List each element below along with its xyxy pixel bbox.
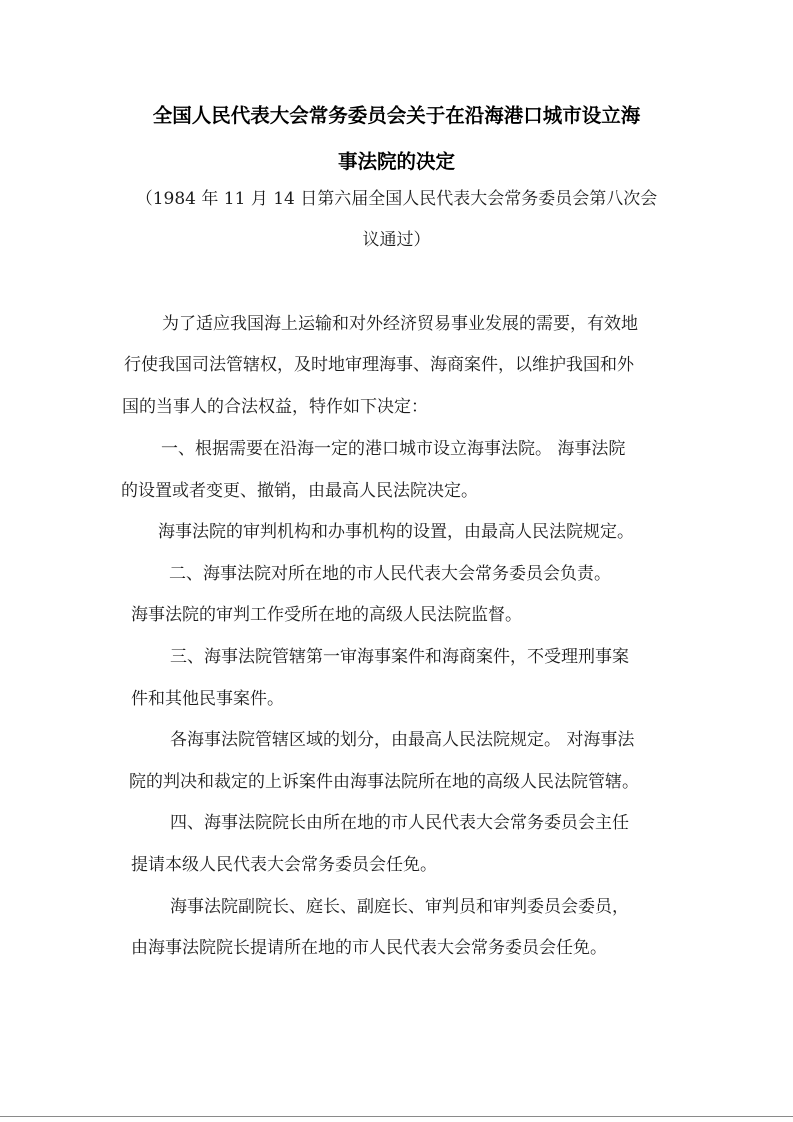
document-title-line-1: 全国人民代表大会常务委员会关于在沿海港口城市设立海 — [152, 104, 641, 127]
body-line: 提请本级人民代表大会常务委员会任免。 — [131, 855, 437, 875]
document-subtitle-line-1: （1984 年 11 月 14 日第六届全国人民代表大会常务委员会第八次会 — [135, 189, 658, 209]
body-line: 海事法院的审判工作受所在地的高级人民法院监督。 — [131, 605, 522, 625]
body-line: 国的当事人的合法权益，特作如下决定： — [122, 397, 428, 417]
body-line: 一、根据需要在沿海一定的港口城市设立海事法院。 海事法院 — [161, 439, 626, 459]
document-title-line-2: 事法院的决定 — [337, 150, 455, 173]
page-bottom-rule — [0, 1116, 793, 1117]
body-line: 海事法院的审判机构和办事机构的设置，由最高人民法院规定。 — [158, 522, 634, 542]
body-line: 件和其他民事案件。 — [131, 689, 284, 709]
document-subtitle-line-2: 议通过） — [362, 230, 431, 250]
body-line: 二、海事法院对所在地的市人民代表大会常务委员会负责。 — [169, 564, 611, 584]
body-line: 三、海事法院管辖第一审海事案件和海商案件，不受理刑事案 — [170, 647, 629, 667]
body-line: 海事法院副院长、庭长、副庭长、审判员和审判委员会委员， — [170, 897, 629, 917]
body-line: 四、海事法院院长由所在地的市人民代表大会常务委员会主任 — [170, 813, 629, 833]
body-line: 行使我国司法管辖权，及时地审理海事、海商案件，以维护我国和外 — [124, 355, 634, 375]
body-line: 的设置或者变更、撤销，由最高人民法院决定。 — [121, 481, 478, 501]
body-line: 院的判决和裁定的上诉案件由海事法院所在地的高级人民法院管辖。 — [129, 772, 639, 792]
body-line: 由海事法院院长提请所在地的市人民代表大会常务委员会任免。 — [131, 938, 607, 958]
body-line: 为了适应我国海上运输和对外经济贸易事业发展的需要，有效地 — [162, 314, 638, 334]
body-line: 各海事法院管辖区域的划分，由最高人民法院规定。 对海事法 — [170, 730, 635, 750]
